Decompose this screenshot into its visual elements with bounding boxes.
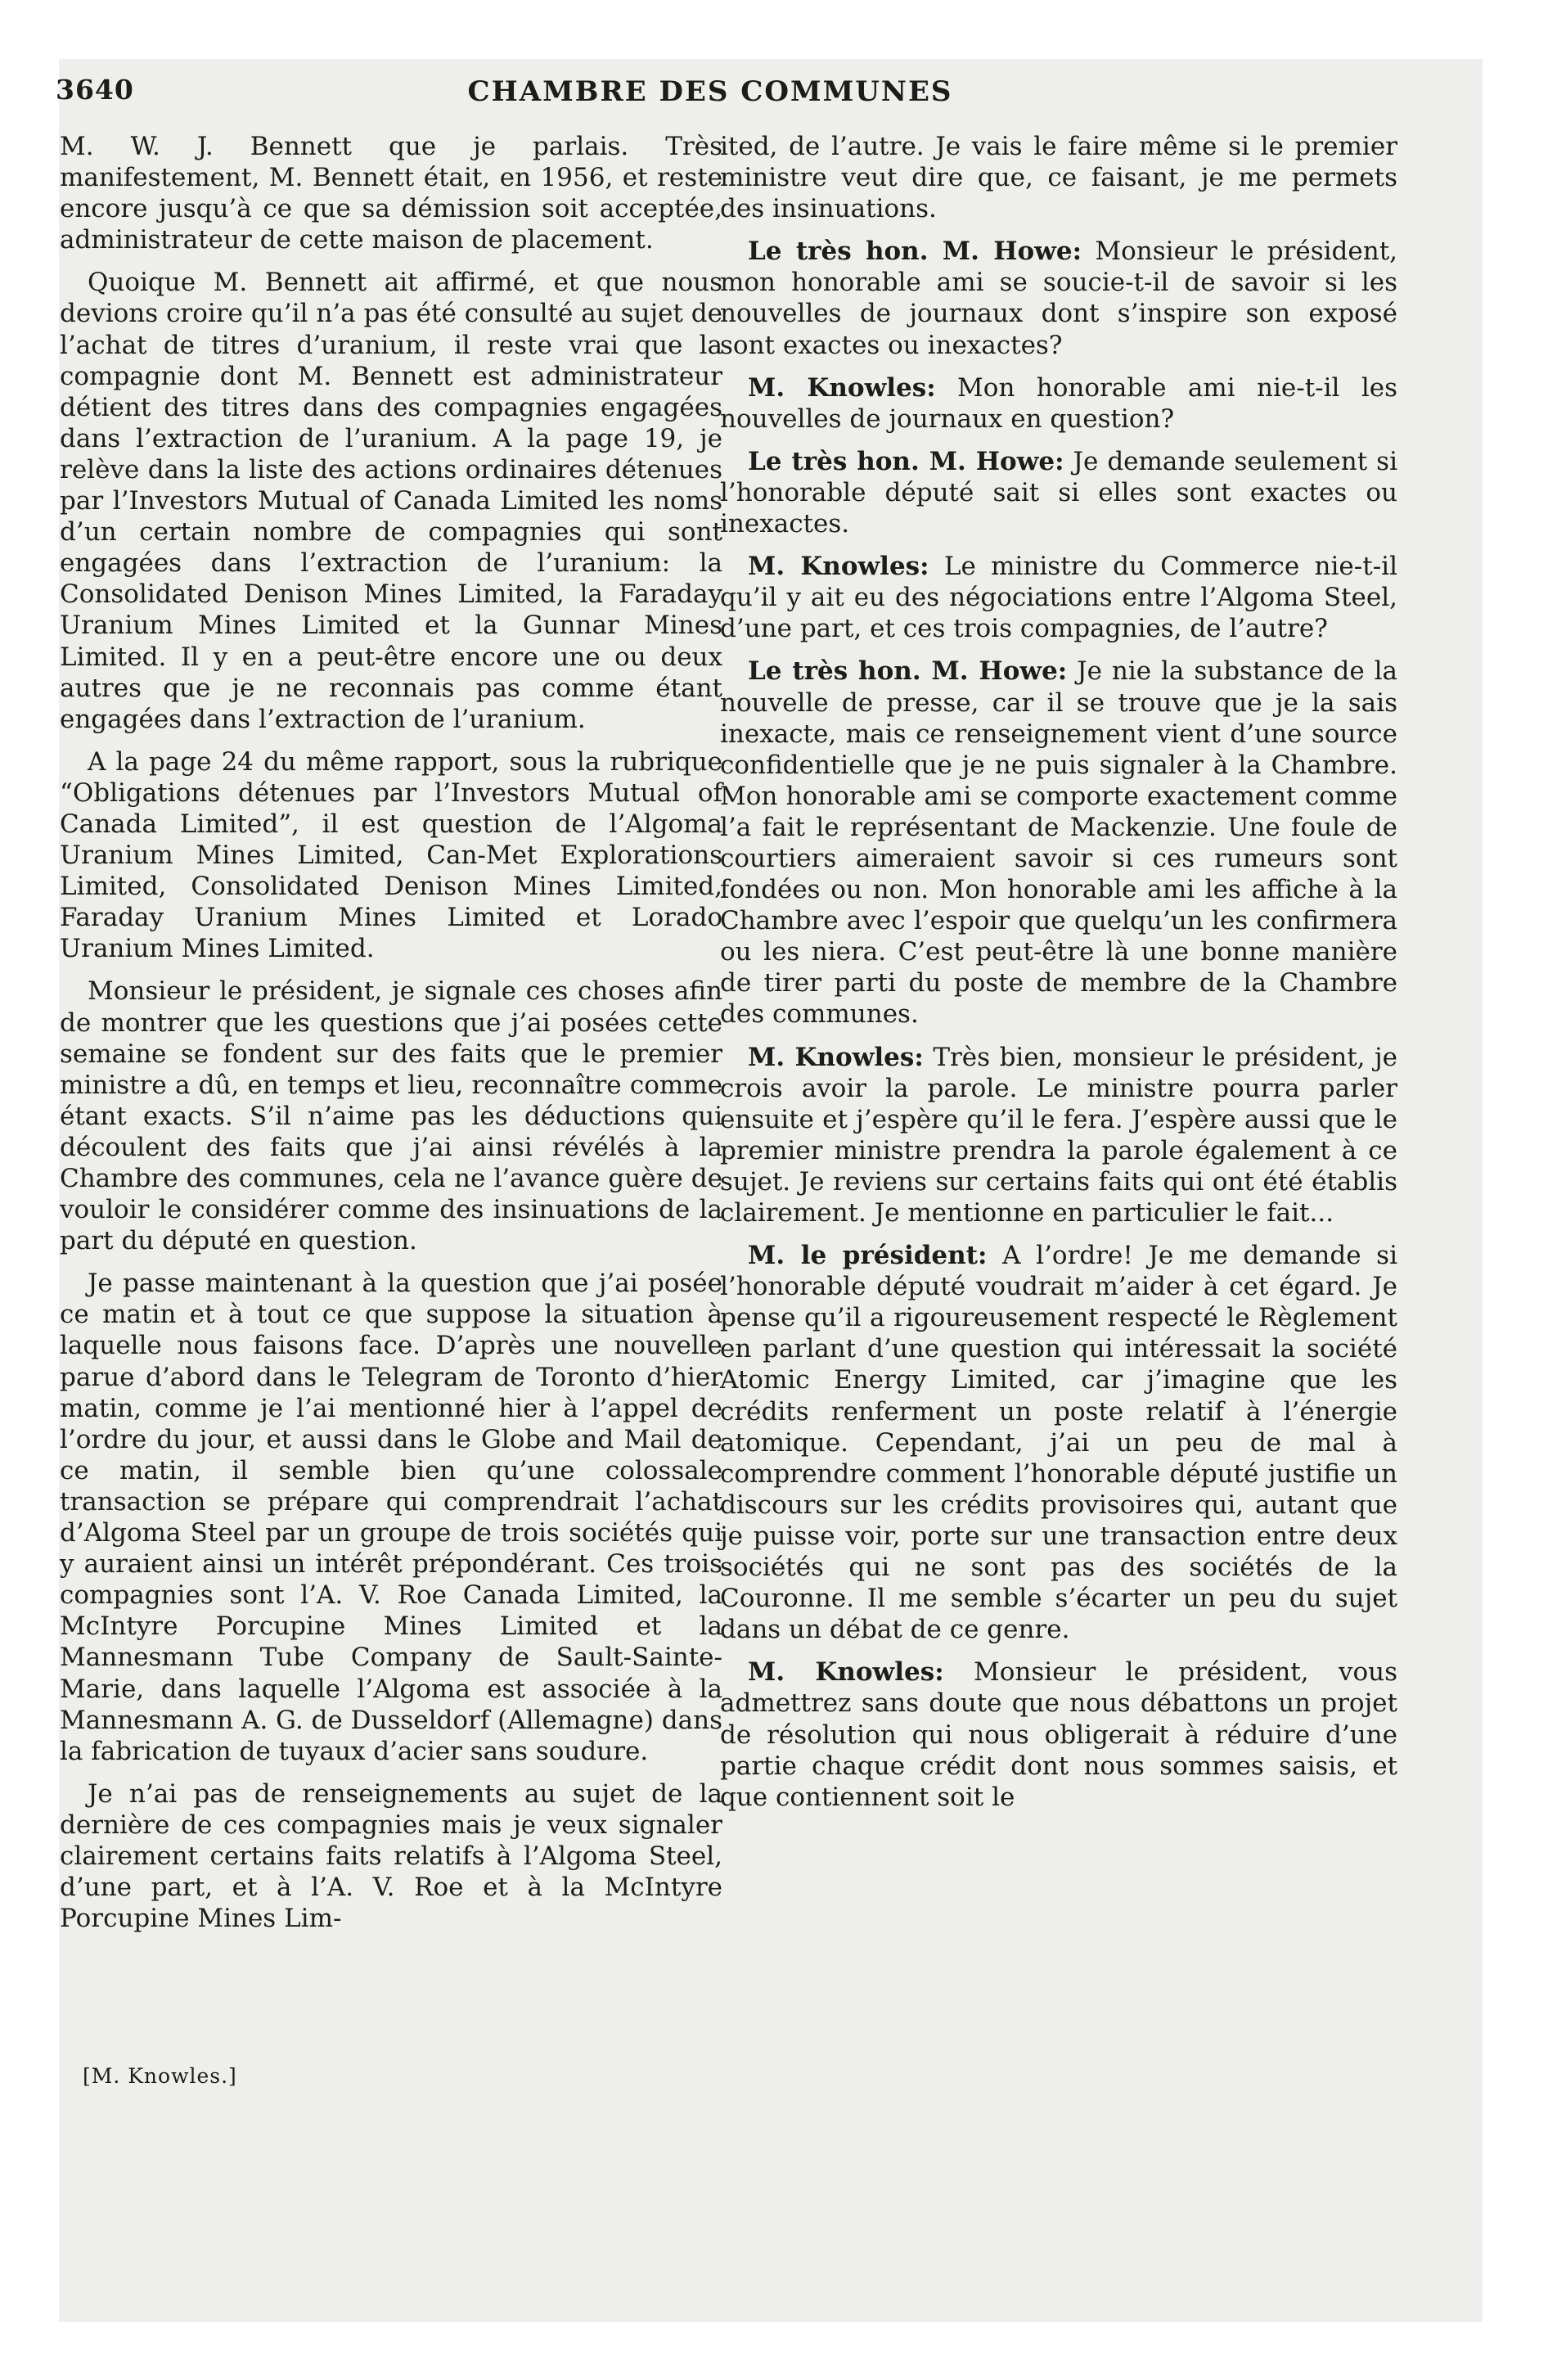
speech-text: Mon honorable ami nie-t-il les nouvelles de journaux en question? bbox=[720, 372, 1398, 434]
speech-paragraph bbox=[720, 372, 1397, 435]
speech-text: Très bien, monsieur le président, je crois avoir la parole. Le ministre pourra parler ensuite et j’espère qu’il le fera. J’espère aussi que le premier ministre prendra la parole également à ce sujet. Je reviens sur certains faits qui ont été établis clairement. Je mentionne en particulier le fait... bbox=[720, 1042, 1397, 1228]
right-column bbox=[720, 131, 1397, 1824]
speech-paragraph bbox=[720, 551, 1397, 644]
speech-paragraph bbox=[720, 446, 1397, 539]
running-head: CHAMBRE DES COMMUNES bbox=[467, 75, 953, 108]
paragraph: Monsieur le président, je signale ces choses afin de montrer que les questions que j’ai posées cette semaine se fondent sur des faits que le premier ministre a dû, en temps et lieu, reconnaître comme étant exacts. S’il n’aime pas les déductions qui découlent des faits que j’ai ainsi révélés à la Chambre des communes, cela ne l’avance guère de vouloir le considérer comme des insinuations de la part du député en question. bbox=[60, 976, 722, 1256]
paragraph: Quoique M. Bennett ait affirmé, et que nous devions croire qu’il n’a pas été consulté au sujet de l’achat de titres d’uranium, il reste vrai que la compagnie dont M. Bennett est administrateur détient des titres dans des compagnies engagées dans l’extraction de l’uranium. A la page 19, je relève dans la liste des actions ordinaires détenues par l’Investors Mutual of Canada Limited les noms d’un certain nombre de compagnies qui sont engagées dans l’extraction de l’uranium: la Consolidated Denison Mines Limited, la Faraday Uranium Mines Limited et la Gunnar Mines Limited. Il y en a peut-être encore une ou deux autres que je ne reconnais pas comme étant engagées dans l’extraction de l’uranium. bbox=[60, 268, 722, 734]
speech-paragraph bbox=[720, 656, 1397, 1030]
speaker-name: M. le président: bbox=[748, 1241, 988, 1271]
speaker-name: Le très hon. M. Howe: bbox=[748, 237, 1082, 267]
paragraph: Je passe maintenant à la question que j’ai posée ce matin et à tout ce que suppose la situation à laquelle nous faisons face. D’après une nouvelle parue d’abord dans le Telegram de Toronto d’hier matin, comme je l’ai mentionné hier à l’appel de l’ordre du jour, et aussi dans le Globe and Mail de ce matin, il semble bien qu’une colossale transaction se prépare qui comprendrait l’achat d’Algoma Steel par un groupe de trois sociétés qui y auraient ainsi un intérêt prépondérant. Ces trois compagnies sont l’A. V. Roe Canada Limited, la McIntyre Porcupine Mines Limited et la Mannesmann Tube Company de Sault-Sainte-Marie, dans laquelle l’Algoma est associée à la Mannesmann A. G. de Dusseldorf (Allemagne) dans la fabrication de tuyaux d’acier sans soudure. bbox=[60, 1269, 722, 1766]
speaker-name: M. Knowles: bbox=[748, 372, 936, 403]
speech-paragraph bbox=[720, 1657, 1397, 1812]
speech-text: A l’ordre! Je me demande si l’honorable député voudrait m’aider à cet égard. Je pense qu’il a rigoureusement respecté le Règlement en parlant d’une question qui intéressait la société Atomic Energy Limited, car j’imagine que les crédits renferment un poste relatif à l’énergie atomique. Cependant, j’ai un peu de mal à comprendre comment l’honorable député justifie un discours sur les crédits provisoires qui, autant que je puisse voir, porte sur une transaction entre deux sociétés qui ne sont pas des sociétés de la Couronne. Il me semble s’écarter un peu du sujet dans un débat de ce genre. bbox=[720, 1241, 1398, 1645]
speaker-name: M. Knowles: bbox=[748, 552, 929, 582]
speech-paragraph bbox=[720, 236, 1397, 360]
speech-text: Monsieur le président, vous admettrez sans doute que nous débattons un projet de résolution qui nous obligerait à réduire d’une partie chaque crédit dont nous sommes saisis, et que contiennent soit le bbox=[720, 1657, 1397, 1812]
paragraph-text: ited, de l’autre. Je vais le faire même si le premier ministre veut dire que, ce faisant, je me permets des insinuations. bbox=[720, 132, 1397, 224]
speaker-name: M. Knowles: bbox=[748, 1657, 944, 1688]
speech-paragraph bbox=[720, 1042, 1397, 1229]
page-number: 3640 bbox=[56, 74, 134, 106]
speaker-footnote: [M. Knowles.] bbox=[83, 2064, 237, 2088]
speech-text: Je nie la substance de la nouvelle de presse, car il se trouve que je la sais inexacte, mais ce renseignement vient d’une source confidentielle que je ne puis signaler à la Chambre. Mon honorable ami se comporte exactement comme l’a fait le représentant de Mackenzie. Une foule de courtiers aimeraient savoir si ces rumeurs sont fondées ou non. Mon honorable ami les affiche à la Chambre avec l’espoir que quelqu’un les confirmera ou les niera. C’est peut-être là une bonne manière de tirer parti du poste de membre de la Chambre des communes. bbox=[720, 656, 1397, 1030]
left-column bbox=[60, 131, 722, 1945]
speech-text: Monsieur le président, mon honorable ami se soucie-t-il de savoir si les nouvelles de journaux dont s’inspire son exposé sont exactes ou inexactes? bbox=[720, 237, 1398, 360]
paragraph: A la page 24 du même rapport, sous la rubrique “Obligations détenues par l’Investors Mutual of Canada Limited”, il est question de l’Algoma Uranium Mines Limited, Can-Met Explorations Limited, Consolidated Denison Mines Limited, Faraday Uranium Mines Limited et Lorado Uranium Mines Limited. bbox=[60, 746, 722, 964]
paragraph: Je n’ai pas de renseignements au sujet de la dernière de ces compagnies mais je veux signaler clairement certains faits relatifs à l’Algoma Steel, d’une part, et à l’A. V. Roe et à la McIntyre Porcupine Mines Lim- bbox=[60, 1778, 722, 1934]
speech-text: Je demande seulement si l’honorable député sait si elles sont exactes ou inexactes. bbox=[720, 446, 1397, 539]
speech-paragraph bbox=[720, 1240, 1397, 1645]
page-header bbox=[56, 74, 1365, 123]
paragraph: M. W. J. Bennett que je parlais. Très manifestement, M. Bennett était, en 1956, et reste encore jusqu’à ce que sa démission soit acceptée, administrateur de cette maison de placement. bbox=[60, 132, 722, 255]
paragraph bbox=[720, 131, 1397, 224]
speaker-name: Le très hon. M. Howe: bbox=[748, 656, 1068, 687]
speaker-name: Le très hon. M. Howe: bbox=[748, 446, 1064, 476]
speech-text: Le ministre du Commerce nie-t-il qu’il y ait eu des négociations entre l’Algoma Steel, d’une part, et ces trois compagnies, de l’autre? bbox=[720, 552, 1397, 644]
speaker-name: M. Knowles: bbox=[748, 1042, 924, 1072]
